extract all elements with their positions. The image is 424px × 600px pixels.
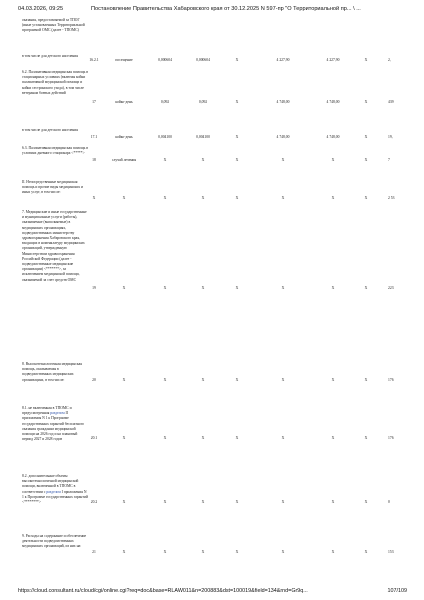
total-cell: 7 [388, 158, 390, 162]
document-url[interactable]: https://cloud.consultant.ru/cloud/cgi/online.cgi?req=doc&base=RLAW011&n=200883&dst=100019&field=134&rnd=Gr9q... [18, 588, 308, 594]
unit-cell: койко-день [115, 100, 133, 104]
total-cell: 176 [388, 378, 394, 382]
total-cell: 2 53 [388, 196, 395, 200]
row-label-text: 8.2. дополнительные объемы высокотехнологичной медицинской помощи, включенной в ТПОМС в соответствии с [22, 474, 79, 494]
norm-cell: X [201, 196, 205, 200]
cost-cell: X [281, 550, 285, 554]
norm-cell: 0,000604 [196, 58, 210, 62]
cost-cell: X [331, 196, 335, 200]
unit-cell: койко-день [115, 135, 133, 139]
norm-cell: X [163, 196, 167, 200]
row-label: 6.2. Паллиативная медицинская помощь в стационарных условиях (включая койки паллиативной медицинской помощи и койки сестринского ухода), в том числе ветеранам боевых действий [22, 70, 88, 95]
unit-cell: случай лечения [111, 158, 137, 162]
total-cell: 2, [388, 58, 391, 62]
row-number: 17.1 [90, 135, 98, 139]
cost-cell: X [331, 286, 335, 290]
norm-cell: X [235, 286, 239, 290]
row-number: 16.2.1 [89, 58, 99, 62]
page-footer [0, 584, 424, 600]
row-label: 9. Расходы на содержание и обеспечение деятельности подведомственных медицинских организаций, из них на: [22, 534, 87, 549]
cost-cell: X [331, 158, 335, 162]
norm-cell: X [235, 158, 239, 162]
cost-cell: X [331, 550, 335, 554]
unit-cell: X [122, 436, 126, 440]
norm-cell: X [235, 550, 239, 554]
row-number: 20.2 [90, 500, 98, 504]
cost-cell: X [281, 286, 285, 290]
norm-cell: X [163, 550, 167, 554]
cost-cell: X [364, 100, 368, 104]
row-label-text: II приложения N 1 к Программе государственных гарантий бесплатного оказания гражданам медицинской помощи на 2026 год и на плановый период 2027 и 2028 годов [22, 411, 85, 442]
cost-cell: 4 227,90 [326, 58, 340, 62]
cost-cell: X [281, 378, 285, 382]
norm-cell: X [201, 436, 205, 440]
norm-cell: X [235, 500, 239, 504]
row-number: 20 [92, 378, 96, 382]
document-title: Постановление Правительства Хабаровского края от 30.12.2025 N 597-пр "О Территориальной пр... \ ... [91, 6, 361, 12]
total-cell: 176 [388, 436, 394, 440]
norm-cell: X [201, 286, 205, 290]
unit-cell: X [122, 286, 126, 290]
total-cell: 153 [388, 550, 394, 554]
norm-cell: X [201, 158, 205, 162]
total-cell: 223 [388, 286, 394, 290]
row-label: оказания, предоставляемой за ТПОГ (иные установленных Территориальной программой ОМС (далее - ТПОМС) [22, 18, 85, 33]
norm-cell: X [235, 135, 239, 139]
unit-cell: X [122, 196, 126, 200]
norm-cell: X [235, 378, 239, 382]
cost-cell: X [281, 158, 285, 162]
norm-cell: X [235, 58, 239, 62]
cost-cell: X [331, 378, 335, 382]
unit-cell: X [122, 550, 126, 554]
cost-cell: X [364, 286, 368, 290]
cost-cell: X [364, 550, 368, 554]
norm-cell: X [235, 436, 239, 440]
page-header [0, 0, 424, 18]
norm-cell: X [201, 378, 205, 382]
section-link[interactable]: разделом [50, 411, 65, 416]
cost-cell: X [331, 500, 335, 504]
row-label: в том числе для детского населения [22, 128, 78, 132]
cost-cell: X [364, 500, 368, 504]
norm-cell: X [163, 436, 167, 440]
print-datetime: 04.03.2026, 09:25 [18, 6, 64, 12]
row-label: в том числе для детского населения [22, 54, 78, 58]
cost-cell: X [331, 436, 335, 440]
norm-cell: X [163, 286, 167, 290]
cost-cell: 4 748,00 [276, 135, 290, 139]
cost-cell: 4 748,00 [276, 100, 290, 104]
norm-cell: X [201, 500, 205, 504]
row-label: 6.3. Паллиативная медицинская помощь в условиях дневного стационара <*****> [22, 146, 88, 156]
row-label-text: I приложения N 1 к Программе государственных гарантий <********> [22, 489, 88, 505]
cost-cell: X [281, 500, 285, 504]
unit-cell: X [122, 378, 126, 382]
cost-cell: X [364, 58, 368, 62]
cost-cell: X [364, 196, 368, 200]
cost-cell: X [281, 436, 285, 440]
page-number: 107/109 [387, 588, 407, 594]
row-number: 18 [92, 158, 96, 162]
cost-cell: 4 227,90 [276, 58, 290, 62]
row-label [22, 406, 88, 442]
total-cell: 439 [388, 100, 394, 104]
cost-cell: X [364, 158, 368, 162]
row-number: 20.1 [90, 436, 98, 440]
norm-cell: 0,004100 [196, 135, 210, 139]
cost-cell: X [364, 436, 368, 440]
total-cell: 0 [388, 500, 390, 504]
norm-cell: X [201, 550, 205, 554]
unit-cell: посещение [115, 58, 133, 62]
row-label: 7. Медицинские и иные государственные и муниципальные услуги (работы), оказываемые (выполняемые) в медицинских организациях, подведомственных министерству здравоохранения Хабаровского края, входящих в номенклатуру медицинских организаций, утвержденную Министерством здравоохранения Российской Федерации (далее - подведомственные медицинские организации) <*******>, за исключением медицинской помощи, оказываемой за счет средств ОМС [22, 210, 87, 282]
cost-cell: X [364, 135, 368, 139]
norm-cell: X [163, 158, 167, 162]
row-number: 21 [92, 550, 96, 554]
norm-cell: 0,092 [160, 100, 170, 104]
row-label: II. Непосредственные медицинская помощь и прочие виды медицинских и иных услуг, в том числе: [22, 180, 84, 195]
norm-cell: 0,092 [198, 100, 208, 104]
norm-cell: X [235, 100, 239, 104]
norm-cell: X [163, 500, 167, 504]
norm-cell: 0,000604 [158, 58, 172, 62]
cost-cell: 4 748,00 [326, 135, 340, 139]
row-number: X [92, 196, 96, 200]
row-number: 19 [92, 286, 96, 290]
cost-cell: 4 748,00 [326, 100, 340, 104]
unit-cell: X [122, 500, 126, 504]
norm-cell: X [163, 378, 167, 382]
total-cell: 19, [388, 135, 393, 139]
row-label: 8. Высокотехнологичная медицинская помощь, оказываемая в подведомственных медицинских организациях, в том числе: [22, 362, 82, 382]
norm-cell: X [235, 196, 239, 200]
row-label-text: 8.1. не включенная в ТПОМС и предусмотренная [22, 406, 72, 416]
row-number: 17 [92, 100, 96, 104]
cost-cell: X [364, 378, 368, 382]
cost-cell: X [281, 196, 285, 200]
norm-cell: 0,004100 [158, 135, 172, 139]
section-link[interactable]: разделом [46, 489, 61, 494]
row-label [22, 474, 88, 505]
